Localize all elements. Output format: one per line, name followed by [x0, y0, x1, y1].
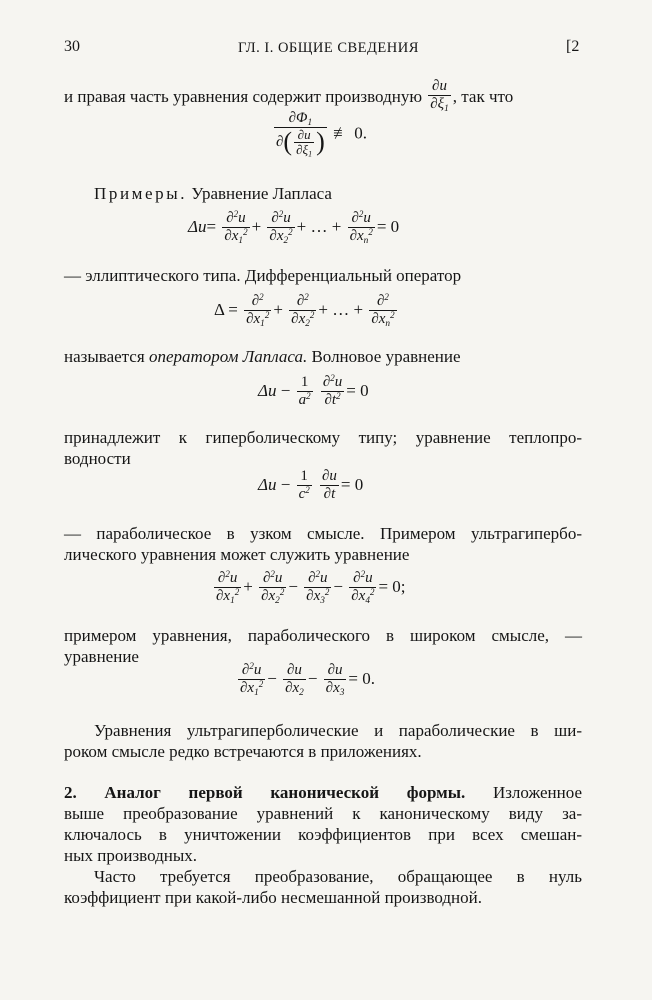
paragraph-line: лического уравнения может служить уравнение — [64, 545, 410, 564]
paragraph-line: ных производных. — [64, 846, 198, 865]
formula-laplace-equation: Δu= $\frac{\partial^2u}{\partial x_1^2}$ + $\frac{\partial^2u}{\partial x_2^2}$ + … + $\frac{\partial^2u}{\partial x_n^2}$ = 0 — [188, 209, 400, 246]
formula-heat-equation: Δu − $\frac{1}{c^2}$ $\frac{\partial u}{\partial t}$ = 0 — [258, 468, 364, 502]
section-number: [2 — [566, 38, 580, 55]
paragraph-line: Уравнения ультрагиперболические и параболические в ши- — [94, 721, 582, 740]
paragraph-line — [64, 346, 582, 367]
page-number: 30 — [64, 38, 80, 55]
formula-ultrahyperbolic: $\frac{\partial^2u}{\partial x_1^2}$ + $\frac{\partial^2u}{\partial x_2^2}$ − $\frac{\partial^2u}{\partial x_3^2}$ − $\frac{\partial^2u}{\partial x_4^2}$ = 0; — [216, 569, 406, 606]
paragraph-line — [94, 183, 612, 204]
line1-text: и правая часть уравнения содержит производную — [64, 86, 423, 106]
paragraph-line: коэффициент при какой-либо несмешанной производной. — [64, 888, 482, 907]
formula-nonzero-derivative: $\partial\Phi_1$ ∂( $\frac{\partial u}{\partial\xi_1}$ ) ≢ 0. — [276, 110, 368, 159]
section-line1-tail: Изложенное — [492, 783, 583, 802]
line1-tail: , так что — [452, 86, 514, 106]
paragraph-line: уравнение — [64, 647, 139, 666]
examples-label: Примеры. — [94, 184, 188, 203]
section-heading: 2. Аналог первой канонической формы. — [64, 783, 466, 802]
formula-laplace-operator: Δ = $\frac{\partial^2}{\partial x_1^2}$ + $\frac{\partial^2}{\partial x_2^2}$ + … + $\frac{\partial^2}{\partial x_n^2}$ — [214, 292, 395, 329]
formula-wave-equation: Δu − $\frac{1}{a^2}$ $\frac{\partial^2u}{\partial t^2}$ = 0 — [258, 373, 369, 408]
paragraph-line: принадлежит к гиперболическому типу; уравнение теплопро- — [64, 428, 582, 447]
paragraph-line: примером уравнения, параболического в широком смысле, — — [64, 626, 582, 645]
examples-text: Уравнение Лапласа — [191, 184, 332, 203]
laplace-operator-term: оператором Лапласа. — [148, 347, 308, 366]
called-text: называется — [64, 347, 145, 366]
wave-text: Волновое уравнение — [311, 347, 461, 366]
paragraph-line: выше преобразование уравнений к каноническому виду за- — [64, 804, 582, 823]
paragraph-line: — параболическое в узком смысле. Примером ультрагипербо- — [64, 524, 582, 543]
paragraph-line — [64, 78, 582, 114]
paragraph-line: водности — [64, 449, 131, 468]
formula-parabolic-wide: $\frac{\partial^2u}{\partial x_1^2}$ − $\frac{\partial u}{\partial x_2}$ − $\frac{\partial u}{\partial x_3}$ = 0. — [240, 661, 375, 698]
running-head: ГЛ. I. ОБЩИЕ СВЕДЕНИЯ — [238, 40, 419, 56]
paragraph-line: ключалось в уничтожении коэффициентов при всех смешан- — [64, 825, 582, 844]
paragraph-line — [64, 782, 582, 803]
paragraph-line: роком смысле редко встречаются в приложениях. — [64, 742, 422, 761]
paragraph-line: Часто требуется преобразование, обращающее в нуль — [94, 867, 582, 886]
paragraph-line: — эллиптического типа. Дифференциальный оператор — [64, 266, 462, 285]
formula-du-dxi: $\frac{\partial u}{\partial\xi_1}$ — [430, 78, 449, 114]
